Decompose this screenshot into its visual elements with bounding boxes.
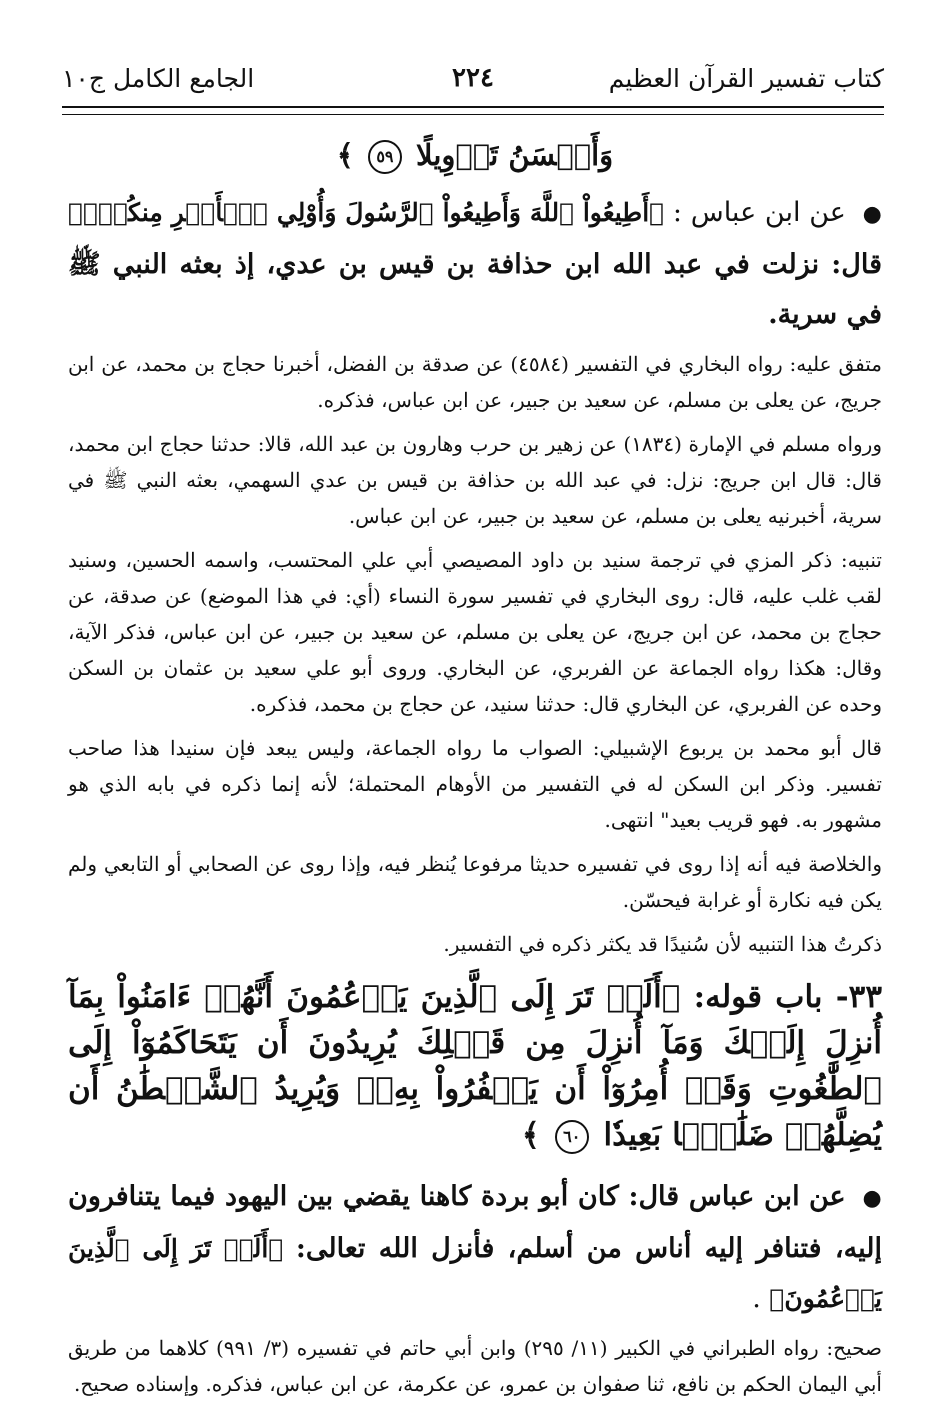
chapter-label: باب قوله: xyxy=(693,979,823,1015)
verse-tail-text: وَأَحۡسَنُ تَأۡوِيلًا xyxy=(416,138,614,172)
note-3: تنبيه: ذكر المزي في ترجمة سنيد بن داود المصيصي أبي علي المحتسب، واسمه الحسين، وسنيد لقب غلب عليه، قال: روى البخاري في تفسير سورة النساء (أي: في هذا الموضع) عن صدقة، عن حجاج بن محمد، عن ابن جريج، عن يعلى بن مسلم، عن سعيد بن جبير، عن ابن عباس، فذكر الآية، وقال: هكذا رواه الجماعة عن الفربري، عن البخاري. وروى أبو علي سعيد بن عثمان بن السكن وحده عن الفربري، عن البخاري قال: حدثنا سنيد، عن حجاج بن محمد، فذكره. xyxy=(68,548,882,716)
chapter-number: ٣٣- xyxy=(835,979,882,1015)
hadith-1-intro: عن ابن عباس : xyxy=(672,197,846,228)
note-5: والخلاصة فيه أنه إذا روى في تفسيره حديثا مرفوعا يُنظر فيه، وإذا روى عن الصحابي أو التابعي ولم يكن فيه نكارة أو غرابة فيحسّن. xyxy=(68,852,882,912)
bullet-icon: ● xyxy=(862,202,883,227)
volume-title: الجامع الكامل ج١٠ xyxy=(62,63,255,93)
note-2: ورواه مسلم في الإمارة (١٨٣٤) عن زهير بن حرب وهارون بن عبد الله، قالا: حدثنا حجاج ابن محمد، قال: قال ابن جريج: نزل: في عبد الله بن حذافة بن قيس بن عدي السهمي، بعثه النبي ﷺ في سرية، أخبرنيه يعلى بن مسلم، عن سعيد بن جبير، عن ابن عباس. xyxy=(68,432,882,528)
page-header xyxy=(62,58,884,98)
page-number: ٢٢٤ xyxy=(452,63,494,93)
note-4: قال أبو محمد بن يربوع الإشبيلي: الصواب ما رواه الجماعة، وليس يبعد فإن سنيدا هذا صاحب تفسير. وذكر ابن السكن له في التفسير من الأوهام المحتملة؛ لأنه إنما ذكره في بابه الذي هو مشهور به. فهو قريب بعيد" انتهى. xyxy=(68,736,882,832)
ayah-number-60: ٦٠ xyxy=(555,1120,589,1154)
book-title: كتاب تفسير القرآن العظيم xyxy=(608,63,884,93)
hadith-2-text: عن ابن عباس قال: كان أبو بردة كاهنا يقضي بين اليهود فيما يتنافرون إليه، فتنافر إليه أناس من أسلم، فأنزل الله تعالى: xyxy=(68,1181,882,1264)
bullet-icon: ● xyxy=(862,1186,882,1211)
final-note: صحيح: رواه الطبراني في الكبير (١١/ ٢٩٥) وابن أبي حاتم في تفسيره (٣/ ٩٩١) كلاهما من طريق أبي اليمان الحكم بن نافع، ثنا صفوان بن عمرو، عن عكرمة، عن ابن عباس، فذكره. وإسناده صحيح. xyxy=(68,1336,882,1396)
note-1: متفق عليه: رواه البخاري في التفسير (٤٥٨٤) عن صدقة بن الفضل، أخبرنا حجاج بن محمد، عن ابن جريج، عن يعلى بن مسلم، عن سعيد بن جبير، عن ابن عباس، فذكره. xyxy=(68,352,883,412)
hadith-1 xyxy=(68,188,882,340)
header-rule xyxy=(62,106,884,115)
page-content xyxy=(68,124,882,1410)
hadith-2-end: . xyxy=(752,1283,761,1314)
verse-close-bracket: ﴾ xyxy=(336,138,354,172)
verse-tail xyxy=(68,132,882,178)
hadith-2 xyxy=(68,1172,882,1324)
chapter-close-bracket: ﴾ xyxy=(521,1117,540,1153)
hadith-1-quran: ﴿أَطِيعُواْ ٱللَّهَ وَأَطِيعُواْ ٱلرَّسُولَ وَأُوْلِي ٱلۡأَمۡرِ مِنكُمۡۖ﴾ xyxy=(68,198,665,227)
note-6: ذكرتُ هذا التنبيه لأن سُنيدًا قد يكثر ذكره في التفسير. xyxy=(443,932,882,956)
chapter-heading xyxy=(68,974,882,1158)
hadith-1-text: قال: نزلت في عبد الله ابن حذافة بن قيس بن عدي، إذ بعثه النبي ﷺ في سرية. xyxy=(68,249,882,330)
ayah-number-59: ٥٩ xyxy=(368,140,402,174)
chapter-quran: ﴿أَلَمۡ تَرَ إِلَى ٱلَّذِينَ يَزۡعُمُونَ أَنَّهُمۡ ءَامَنُواْ بِمَآ أُنزِلَ إِلَيۡكَ وَمَآ أُنزِلَ مِن قَبۡلِكَ يُرِيدُونَ أَن يَتَحَاكَمُوٓاْ إِلَى ٱلطَّٰغُوتِ وَقَدۡ أُمِرُوٓاْ أَن يَكۡفُرُواْ بِهِۦۖ وَيُرِيدُ ٱلشَّيۡطَٰنُ أَن يُضِلَّهُمۡ ضَلَٰلَۢا بَعِيدٗا xyxy=(68,979,882,1153)
hadith-2-quran: ﴿أَلَمۡ تَرَ إِلَى ٱلَّذِينَ يَزۡعُمُونَ﴾ xyxy=(68,1234,882,1313)
